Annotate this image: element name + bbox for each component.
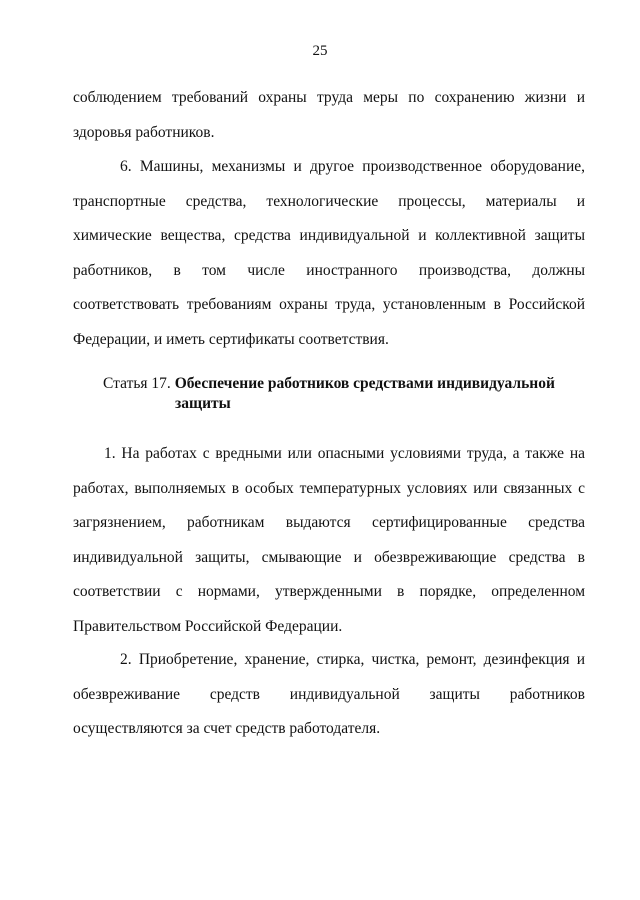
paragraph-line: Правительством Российской Федерации. — [73, 617, 343, 635]
paragraph-line: обезвреживание средств индивидуальной защиты работников — [73, 685, 585, 703]
paragraph-line: здоровья работников. — [73, 123, 215, 141]
paragraph-2 — [73, 643, 585, 747]
paragraph-intro — [73, 81, 585, 150]
paragraph-line: осуществляются за счет средств работодателя. — [73, 720, 381, 737]
article-label: Статья 17. — [103, 375, 171, 392]
paragraph-line: загрязнением, работникам выдаются сертифицированные средства — [73, 514, 585, 531]
paragraph-line: работах, выполняемых в особых температурных условиях или связанных с — [73, 479, 585, 497]
article-title-continuation: защиты — [175, 395, 231, 412]
paragraph-line: химические вещества, средства индивидуальной и коллективной защиты — [73, 227, 585, 244]
paragraph-line: индивидуальной защиты, смывающие и обезвреживающие средства в — [73, 548, 585, 566]
paragraph-1 — [73, 437, 585, 644]
paragraph-line: соответствии с нормами, утвержденными в порядке, определенном — [73, 583, 585, 600]
paragraph-line: 6. Машины, механизмы и другое производственное оборудование, — [120, 158, 585, 175]
paragraph-line: 2. Приобретение, хранение, стирка, чистка, ремонт, дезинфекция и — [120, 651, 585, 668]
paragraph-line: работников, в том числе иностранного производства, должны — [73, 261, 585, 279]
page-number: 25 — [312, 43, 328, 59]
article-title: Обеспечение работников средствами индивидуальной — [174, 375, 555, 392]
paragraph-line: транспортные средства, технологические процессы, материалы и — [73, 192, 585, 210]
paragraph-line: соблюдением требований охраны труда меры по сохранению жизни и — [73, 89, 585, 106]
paragraph-6 — [73, 150, 585, 357]
paragraph-line: 1. На работах с вредными или опасными условиями труда, а также на — [104, 445, 585, 462]
article-heading — [103, 374, 563, 414]
paragraph-line: Федерации, и иметь сертификаты соответствия. — [73, 330, 389, 348]
paragraph-line: соответствовать требованиям охраны труда, установленным в Российской — [73, 296, 585, 313]
